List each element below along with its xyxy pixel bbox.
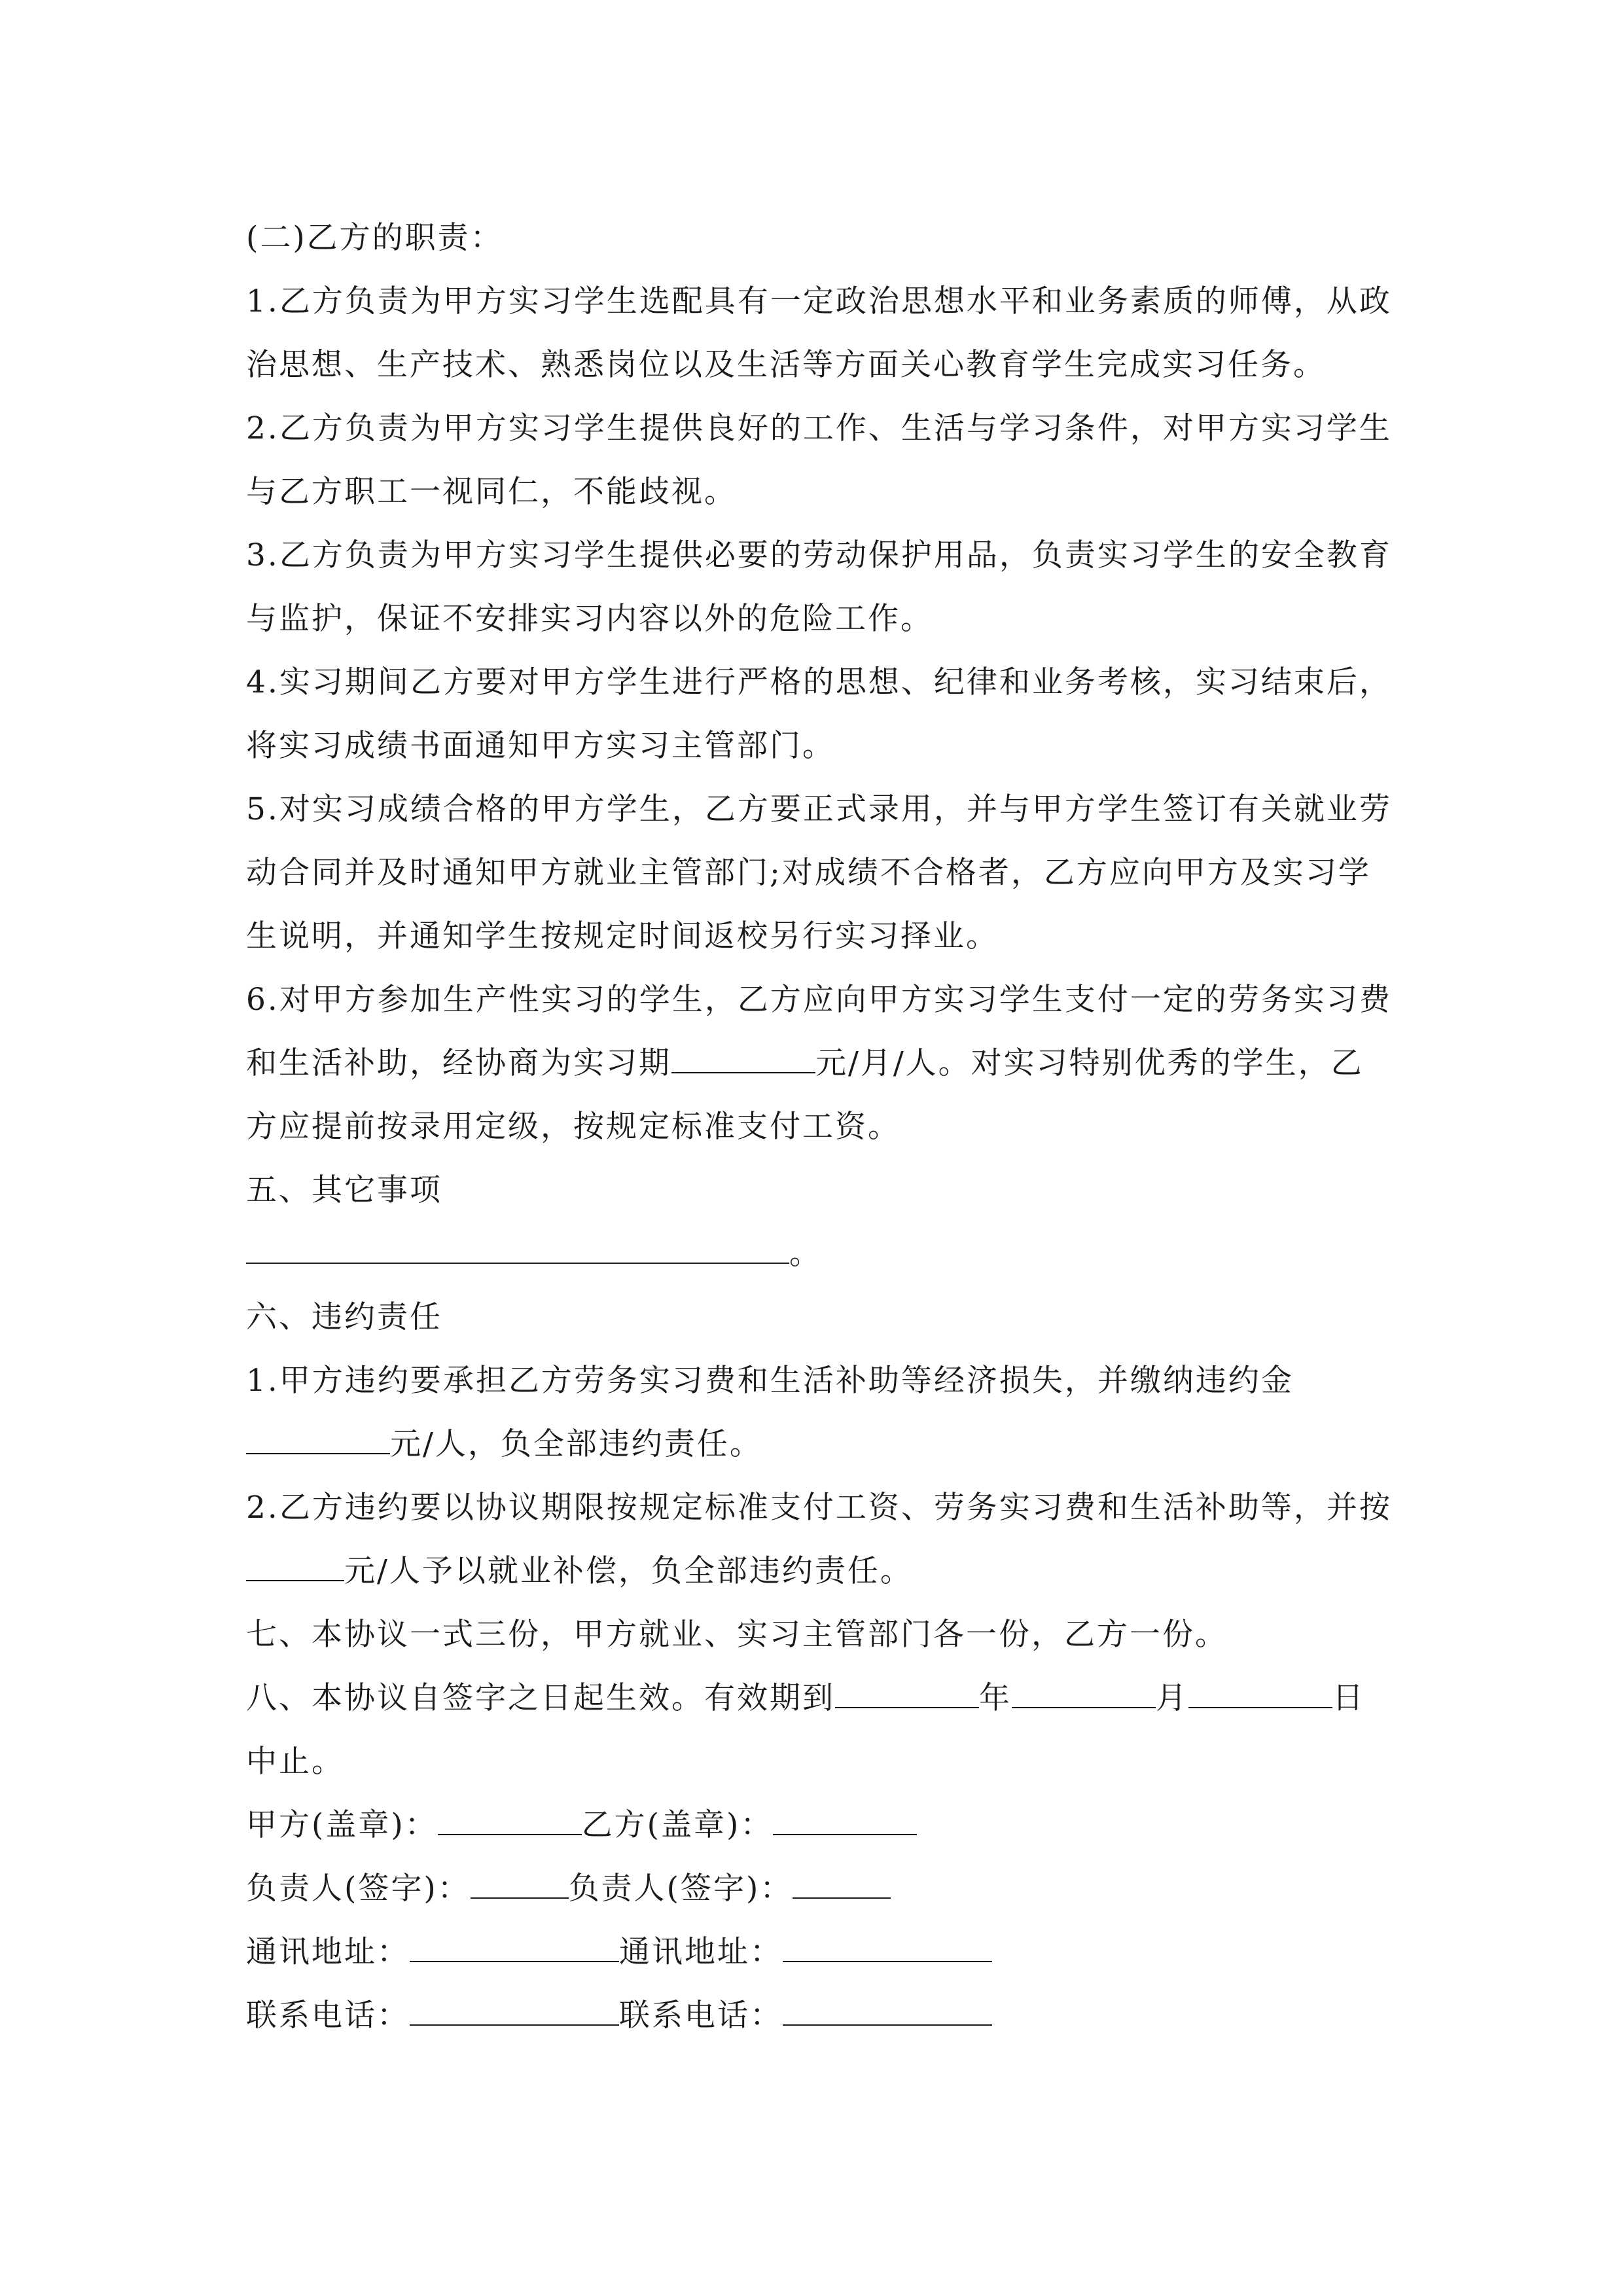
signature-row — [246, 1793, 1385, 1857]
phone-b-blank[interactable] — [783, 1997, 992, 2026]
month-blank[interactable] — [1012, 1679, 1156, 1708]
paragraph-line: 中止。 — [246, 1744, 344, 1780]
paragraph-line: 与乙方职工一视同仁，不能歧视。 — [246, 474, 737, 510]
text-span: 日 — [1332, 1680, 1365, 1716]
address-a-blank[interactable] — [410, 1933, 619, 1962]
text-span: 元/人予以就业补偿，负全部违约责任。 — [344, 1553, 913, 1589]
party-a-seal-blank[interactable] — [438, 1806, 582, 1835]
paragraph-line: 1.乙方负责为甲方实习学生选配具有一定政治思想水平和业务素质的师傅，从政 — [246, 283, 1392, 319]
section-heading: 五、其它事项 — [246, 1172, 442, 1208]
section-heading: 七、本协议一式三份，甲方就业、实习主管部门各一份，乙方一份。 — [246, 1617, 1228, 1653]
paragraph-line — [246, 1666, 1385, 1730]
document-body — [246, 206, 1392, 2047]
paragraph-line: 2.乙方负责为甲方实习学生提供良好的工作、生活与学习条件，对甲方实习学生 — [246, 410, 1392, 446]
responsible-a-blank[interactable] — [471, 1870, 569, 1899]
day-blank[interactable] — [1188, 1679, 1332, 1708]
section-heading: 六、违约责任 — [246, 1299, 442, 1335]
phone-a-blank[interactable] — [410, 1997, 619, 2026]
stipend-amount-blank[interactable] — [671, 1045, 815, 1073]
signature-row — [246, 1984, 1385, 2047]
paragraph-line: 6.对甲方参加生产性实习的学生，乙方应向甲方实习学生支付一定的劳务实习费 — [246, 982, 1392, 1018]
other-matters-blank[interactable] — [246, 1235, 789, 1264]
paragraph-line — [246, 1539, 1385, 1603]
address-b-label: 通讯地址： — [619, 1934, 783, 1970]
paragraph-line: 5.对实习成绩合格的甲方学生，乙方要正式录用，并与甲方学生签订有关就业劳 — [246, 791, 1392, 827]
paragraph-line: 4.实习期间乙方要对甲方学生进行严格的思想、纪律和业务考核，实习结束后， — [246, 664, 1392, 700]
paragraph-line: 方应提前按录用定级，按规定标准支付工资。 — [246, 1109, 901, 1145]
text-span: 八、本协议自签字之日起生效。有效期到 — [246, 1680, 835, 1716]
paragraph-line: 与监护，保证不安排实习内容以外的危险工作。 — [246, 601, 933, 637]
responsible-b-blank[interactable] — [793, 1870, 891, 1899]
phone-b-label: 联系电话： — [619, 1998, 783, 2034]
text-span: 元/月/人。对实习特别优秀的学生，乙 — [815, 1045, 1364, 1081]
address-b-blank[interactable] — [783, 1933, 992, 1962]
text-span: 月 — [1156, 1680, 1188, 1716]
paragraph-line: 2.乙方违约要以协议期限按规定标准支付工资、劳务实习费和生活补助等，并按 — [246, 1490, 1392, 1526]
phone-a-label: 联系电话： — [246, 1998, 410, 2034]
address-a-label: 通讯地址： — [246, 1934, 410, 1970]
text-span: 。 — [789, 1236, 822, 1272]
party-b-seal-blank[interactable] — [773, 1806, 917, 1835]
paragraph-line — [246, 1412, 1385, 1476]
paragraph-line: 1.甲方违约要承担乙方劳务实习费和生活补助等经济损失，并缴纳违约金 — [246, 1363, 1294, 1399]
paragraph-line: 治思想、生产技术、熟悉岗位以及生活等方面关心教育学生完成实习任务。 — [246, 347, 1326, 383]
year-blank[interactable] — [835, 1679, 979, 1708]
responsible-a-label: 负责人(签字)： — [246, 1871, 471, 1907]
other-matters-line — [246, 1222, 1385, 1285]
signature-row — [246, 1857, 1385, 1920]
compensation-amount-blank[interactable] — [246, 1552, 344, 1581]
paragraph-line — [246, 1031, 1385, 1095]
text-span: 元/人，负全部违约责任。 — [390, 1426, 762, 1462]
paragraph-line: 3.乙方负责为甲方实习学生提供必要的劳动保护用品，负责实习学生的安全教育 — [246, 537, 1392, 573]
party-b-seal-label: 乙方(盖章)： — [581, 1807, 774, 1843]
signature-row — [246, 1920, 1385, 1984]
paragraph-line: 动合同并及时通知甲方就业主管部门;对成绩不合格者，乙方应向甲方及实习学 — [246, 855, 1371, 891]
paragraph-line: 将实习成绩书面通知甲方实习主管部门。 — [246, 728, 835, 764]
responsible-b-label: 负责人(签字)： — [568, 1871, 793, 1907]
party-a-seal-label: 甲方(盖章)： — [246, 1807, 438, 1843]
section-heading: (二)乙方的职责： — [246, 220, 503, 256]
paragraph-line: 生说明，并通知学生按规定时间返校另行实习择业。 — [246, 918, 999, 954]
text-span: 和生活补助，经协商为实习期 — [246, 1045, 671, 1081]
text-span: 年 — [979, 1680, 1012, 1716]
penalty-amount-blank[interactable] — [246, 1426, 390, 1454]
